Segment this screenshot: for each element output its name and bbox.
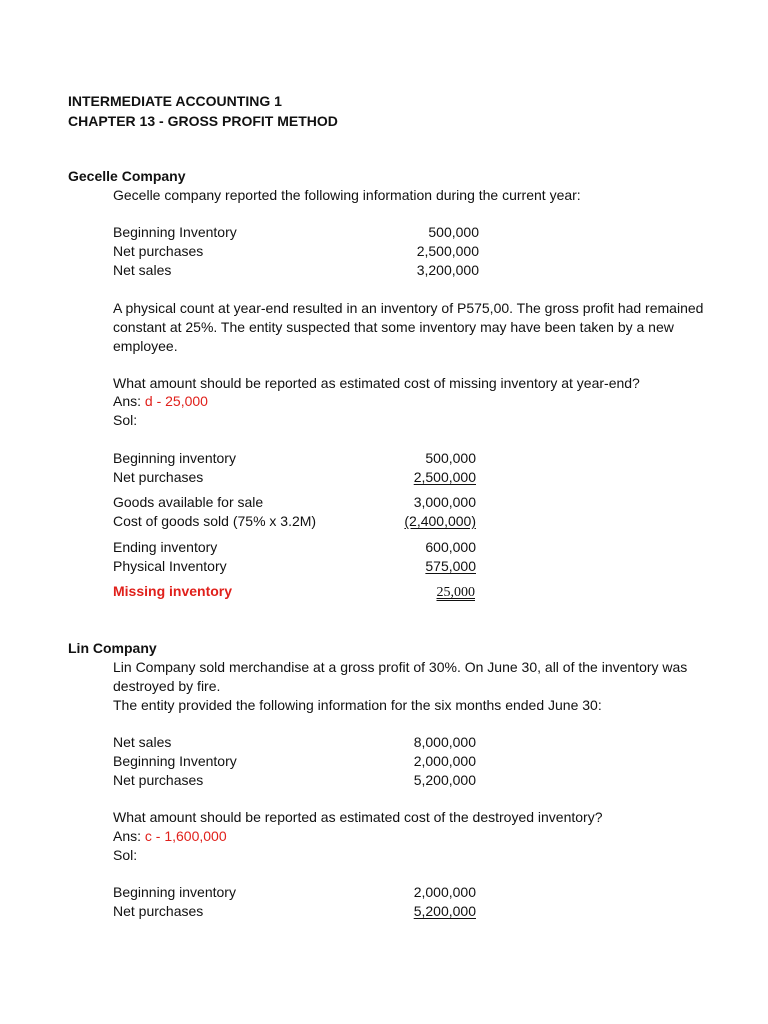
lin-info-label: Net sales: [113, 734, 172, 750]
lin-paragraph-line: destroyed by fire.: [113, 678, 221, 694]
answer-value: d - 25,000: [144, 393, 208, 409]
sol-row-value: 2,500,000: [413, 469, 476, 485]
lin-info-value: 8,000,000: [413, 734, 476, 750]
gecelle-info-label: Net purchases: [113, 243, 204, 259]
gecelle-answer: [113, 392, 208, 410]
sol-row-label: Beginning inventory: [113, 450, 236, 466]
gecelle-sol-label: Sol:: [113, 412, 138, 428]
sol-row-value-cell: [356, 512, 476, 530]
sol-row-label: Goods available for sale: [113, 494, 264, 510]
lin-answer: [113, 827, 227, 845]
sol-row-value-cell: [356, 902, 476, 920]
course-title: INTERMEDIATE ACCOUNTING 1: [68, 93, 282, 109]
sol-row-label: Beginning inventory: [113, 884, 236, 900]
answer-label: Ans:: [113, 393, 142, 409]
missing-inventory-value: 25,000: [436, 585, 475, 600]
lin-paragraph-line: Lin Company sold merchandise at a gross profit of 30%. On June 30, all of the inventory was: [113, 659, 688, 675]
gecelle-info-value: 3,200,000: [416, 262, 479, 278]
sol-row-value: 500,000: [425, 450, 476, 466]
gecelle-info-label: Beginning Inventory: [113, 224, 237, 240]
lin-sol-label: Sol:: [113, 847, 138, 863]
gecelle-paragraph-line: employee.: [113, 338, 178, 354]
gecelle-info-value: 500,000: [428, 224, 479, 240]
sol-row-value: 2,000,000: [413, 884, 476, 900]
sol-row-label: Net purchases: [113, 903, 204, 919]
sol-row-label: Ending inventory: [113, 539, 218, 555]
sol-row-value: 600,000: [425, 539, 476, 555]
answer-label: Ans:: [113, 828, 142, 844]
lin-info-label: Beginning Inventory: [113, 753, 237, 769]
gecelle-title: Gecelle Company: [68, 168, 186, 184]
lin-question: What amount should be reported as estimated cost of the destroyed inventory?: [113, 809, 603, 825]
sol-row-value: 3,000,000: [413, 494, 476, 510]
sol-row-value-cell: [356, 557, 476, 575]
gecelle-intro: Gecelle company reported the following information during the current year:: [113, 187, 581, 203]
gecelle-paragraph-line: constant at 25%. The entity suspected that some inventory may have been taken by a new: [113, 319, 674, 335]
sol-row-value: (2,400,000): [404, 513, 476, 529]
missing-inventory-cell: [355, 582, 475, 602]
lin-paragraph-line: The entity provided the following information for the six months ended June 30:: [113, 697, 602, 713]
lin-info-label: Net purchases: [113, 772, 204, 788]
sol-row-label: Cost of goods sold (75% x 3.2M): [113, 513, 317, 529]
gecelle-question: What amount should be reported as estimated cost of missing inventory at year-end?: [113, 375, 640, 391]
gecelle-info-value: 2,500,000: [416, 243, 479, 259]
sol-row-value: 575,000: [425, 558, 476, 574]
chapter-title: CHAPTER 13 - GROSS PROFIT METHOD: [68, 113, 338, 129]
missing-inventory-label: Missing inventory: [113, 583, 233, 599]
lin-info-value: 5,200,000: [413, 772, 476, 788]
lin-info-value: 2,000,000: [413, 753, 476, 769]
lin-title: Lin Company: [68, 640, 157, 656]
gecelle-info-label: Net sales: [113, 262, 172, 278]
sol-row-value: 5,200,000: [413, 903, 476, 919]
answer-value: c - 1,600,000: [144, 828, 227, 844]
sol-row-value-cell: [356, 468, 476, 486]
sol-row-label: Net purchases: [113, 469, 204, 485]
sol-row-label: Physical Inventory: [113, 558, 227, 574]
gecelle-paragraph-line: A physical count at year-end resulted in an inventory of P575,00. The gross profit had remained: [113, 300, 704, 316]
